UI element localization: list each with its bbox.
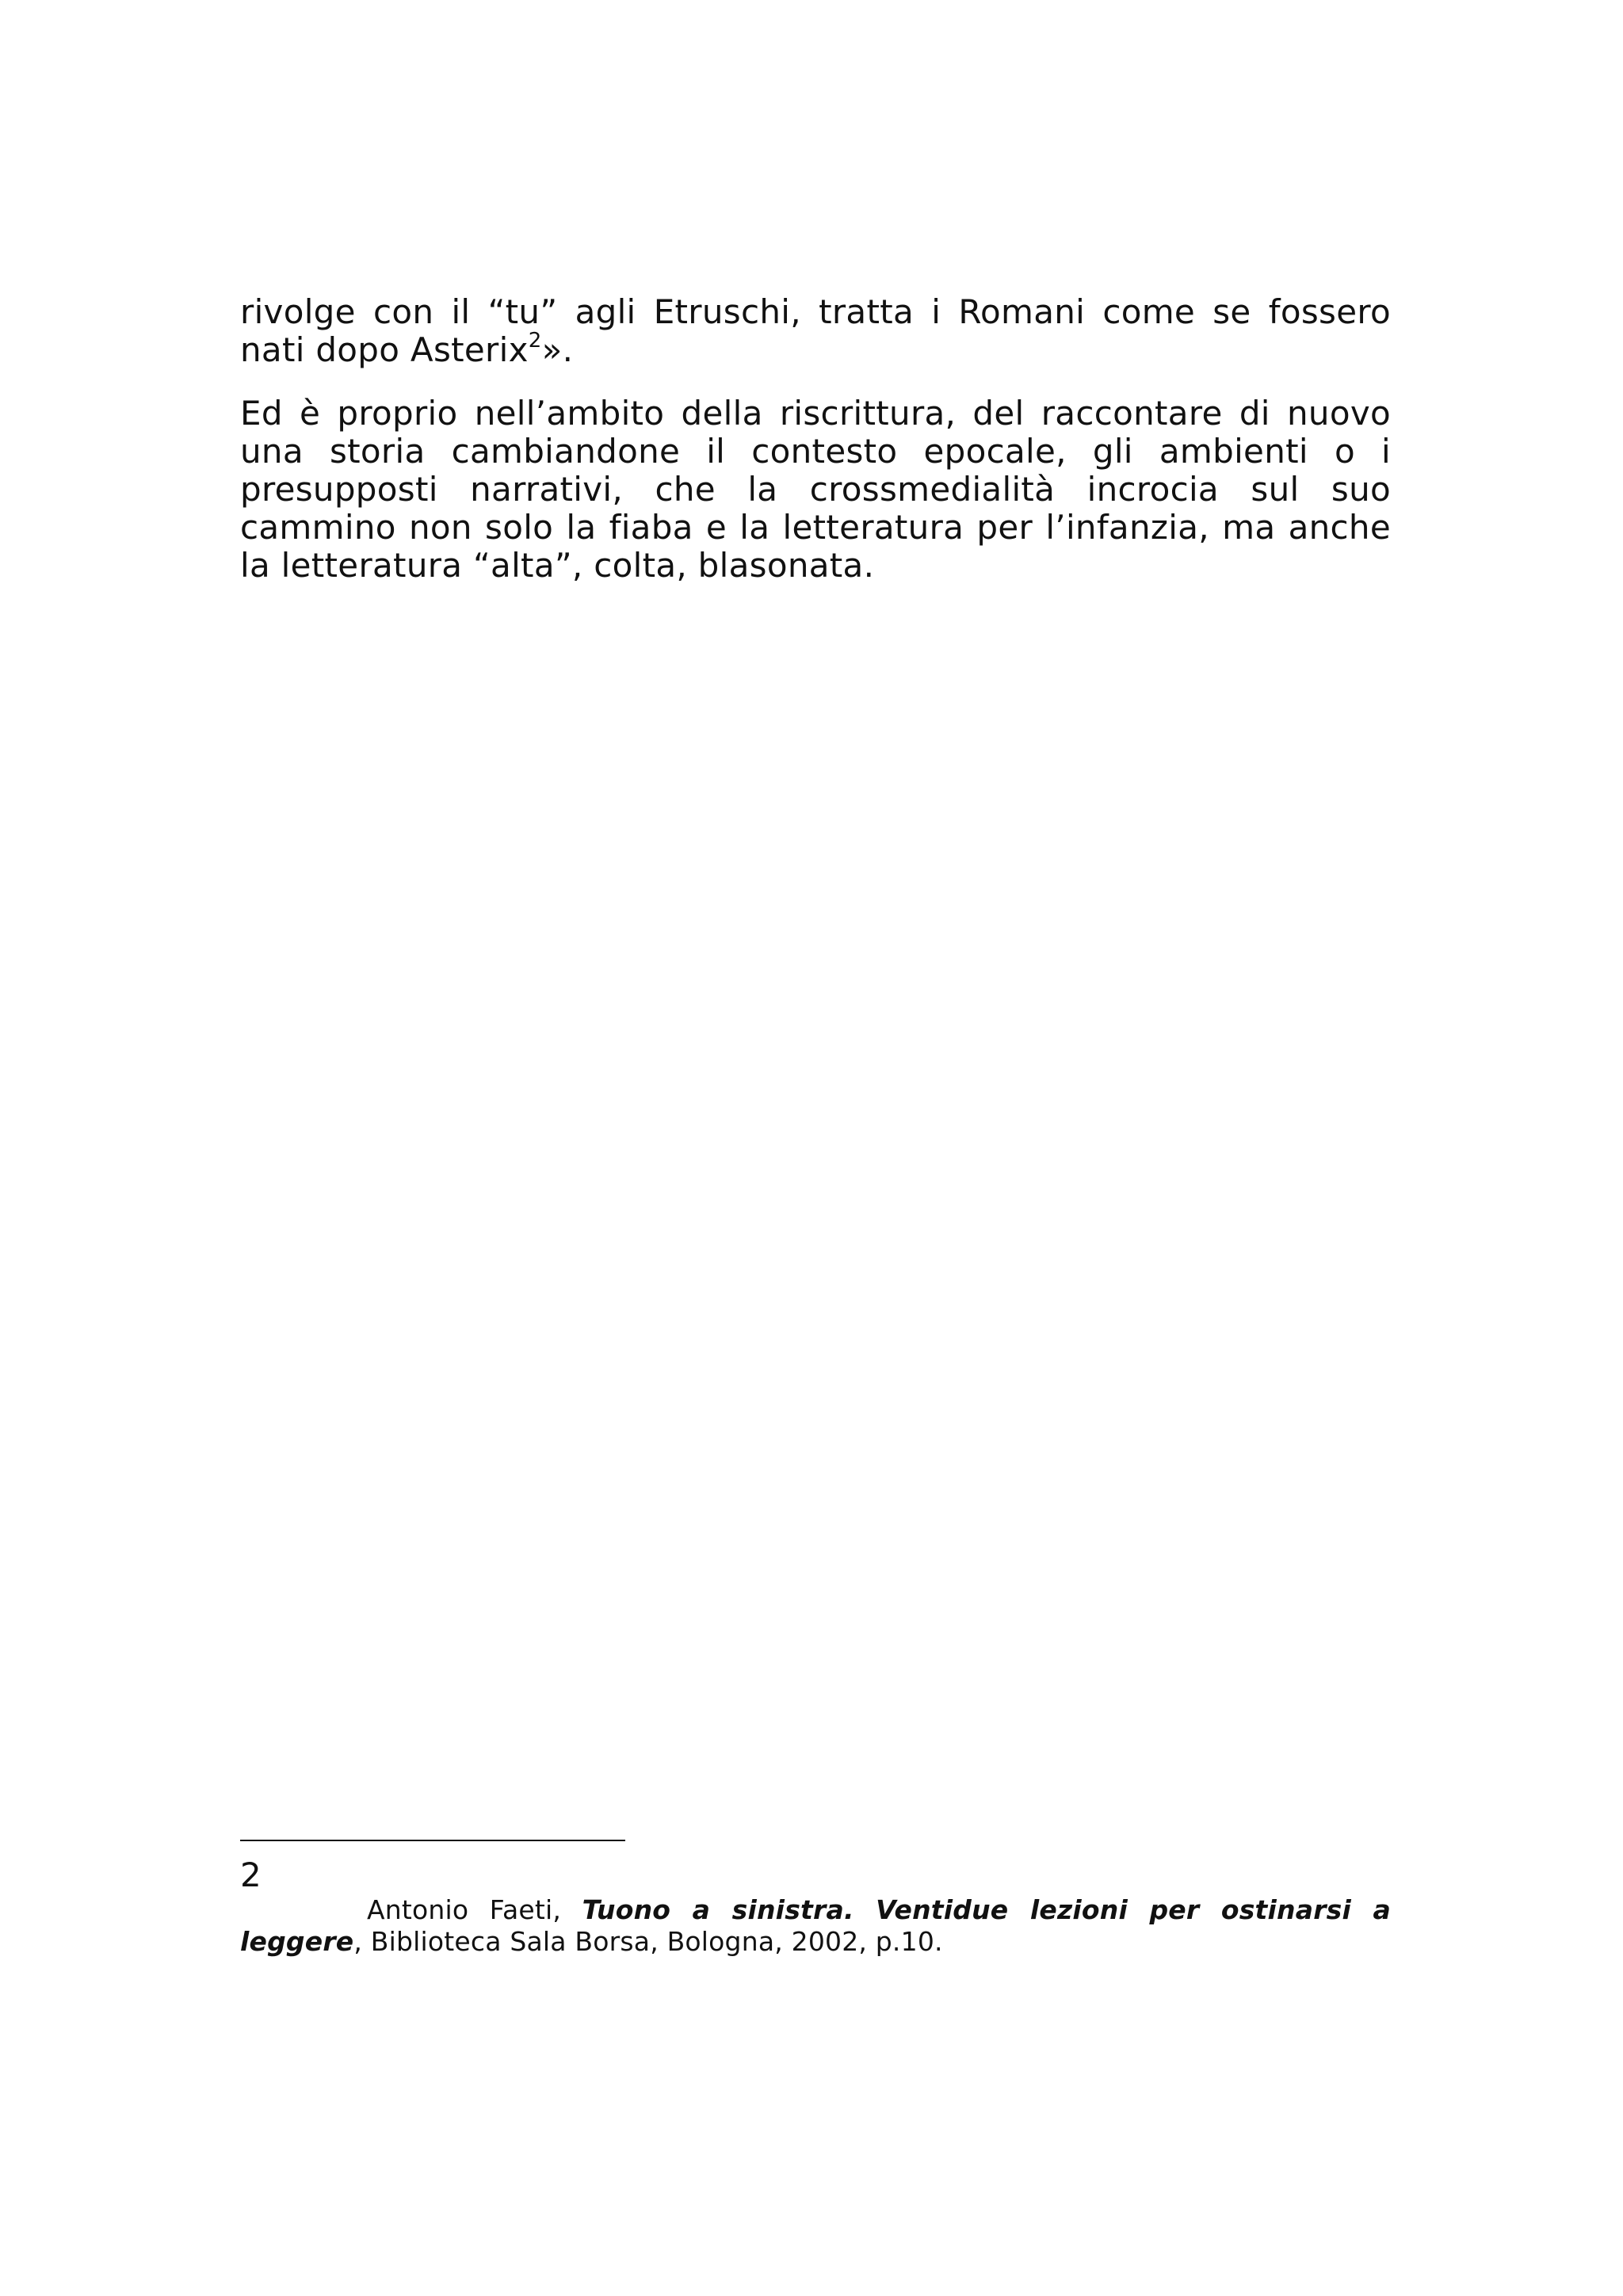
paragraph-2 bbox=[240, 395, 1391, 585]
footnote-text bbox=[240, 1894, 1391, 1958]
footnote-reference[interactable]: 2 bbox=[528, 329, 542, 353]
footnote-book-title: Tuono a sinistra. Ventidue lezioni per ostinarsi a leggere bbox=[240, 1894, 1392, 1957]
paragraph-1-tail: ». bbox=[541, 330, 574, 369]
footnote-author: Antonio Faeti, bbox=[367, 1894, 582, 1925]
paragraph-2-text: Ed è proprio nell’ambito della riscrittura, del raccontare di nuovo una storia cambiandone il contesto epocale, gli ambienti o i presupposti narrativi, che la crossmedialità incrocia sul suo cammino non solo la fiaba e la letteratura per l’infanzia, ma anche la letteratura “alta”, colta, blasonata. bbox=[240, 394, 1391, 585]
paragraph-1-text: rivolge con il “tu” agli Etruschi, tratta i Romani come se fossero nati dopo Asterix bbox=[240, 292, 1391, 369]
footnote-details: , Biblioteca Sala Borsa, Bologna, 2002, p.10. bbox=[353, 1926, 943, 1957]
footnote-separator bbox=[240, 1840, 625, 1841]
paragraph-1 bbox=[240, 293, 1391, 369]
footnote-number: 2 bbox=[240, 1855, 262, 1894]
